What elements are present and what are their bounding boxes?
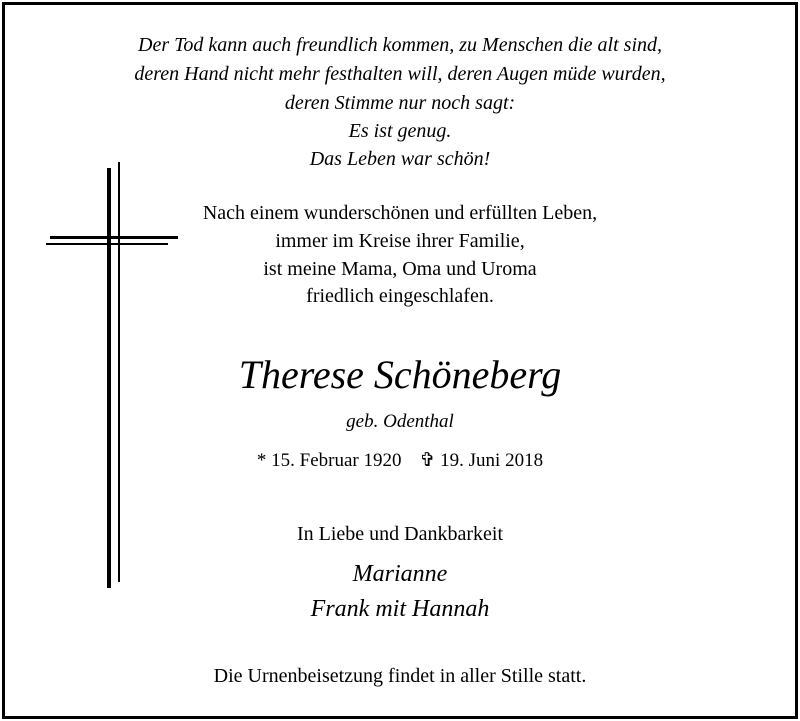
death-cross-icon: ✞	[419, 450, 436, 471]
poem-line-4: Es ist genug.	[348, 120, 452, 142]
life-dates	[0, 451, 800, 470]
poem-line-2: deren Hand nicht mehr festhalten will, deren Augen müde wurden,	[134, 63, 666, 85]
deceased-name: Therese Schöneberg	[238, 352, 562, 397]
closing-phrase: In Liebe und Dankbarkeit	[296, 523, 504, 545]
burial-notice: Die Urnenbeisetzung findet in aller Stille statt.	[213, 665, 587, 687]
poem-line-1: Der Tod kann auch freundlich kommen, zu Menschen die alt sind,	[138, 34, 662, 56]
poem-line-5: Das Leben war schön!	[309, 148, 491, 170]
mourner-1: Marianne	[352, 561, 448, 587]
announcement-line-4: friedlich eingeschlafen.	[306, 285, 494, 307]
announcement-line-2: immer im Kreise ihrer Familie,	[275, 230, 525, 252]
birth-date: * 15. Februar 1920	[256, 450, 402, 471]
announcement-line-1: Nach einem wunderschönen und erfüllten Leben,	[202, 202, 598, 224]
death-date: 19. Juni 2018	[440, 450, 544, 471]
announcement-line-3: ist meine Mama, Oma und Uroma	[263, 258, 537, 280]
maiden-name: geb. Odenthal	[346, 411, 454, 432]
mourner-2: Frank mit Hannah	[310, 596, 490, 622]
poem-line-3: deren Stimme nur noch sagt:	[284, 92, 516, 114]
